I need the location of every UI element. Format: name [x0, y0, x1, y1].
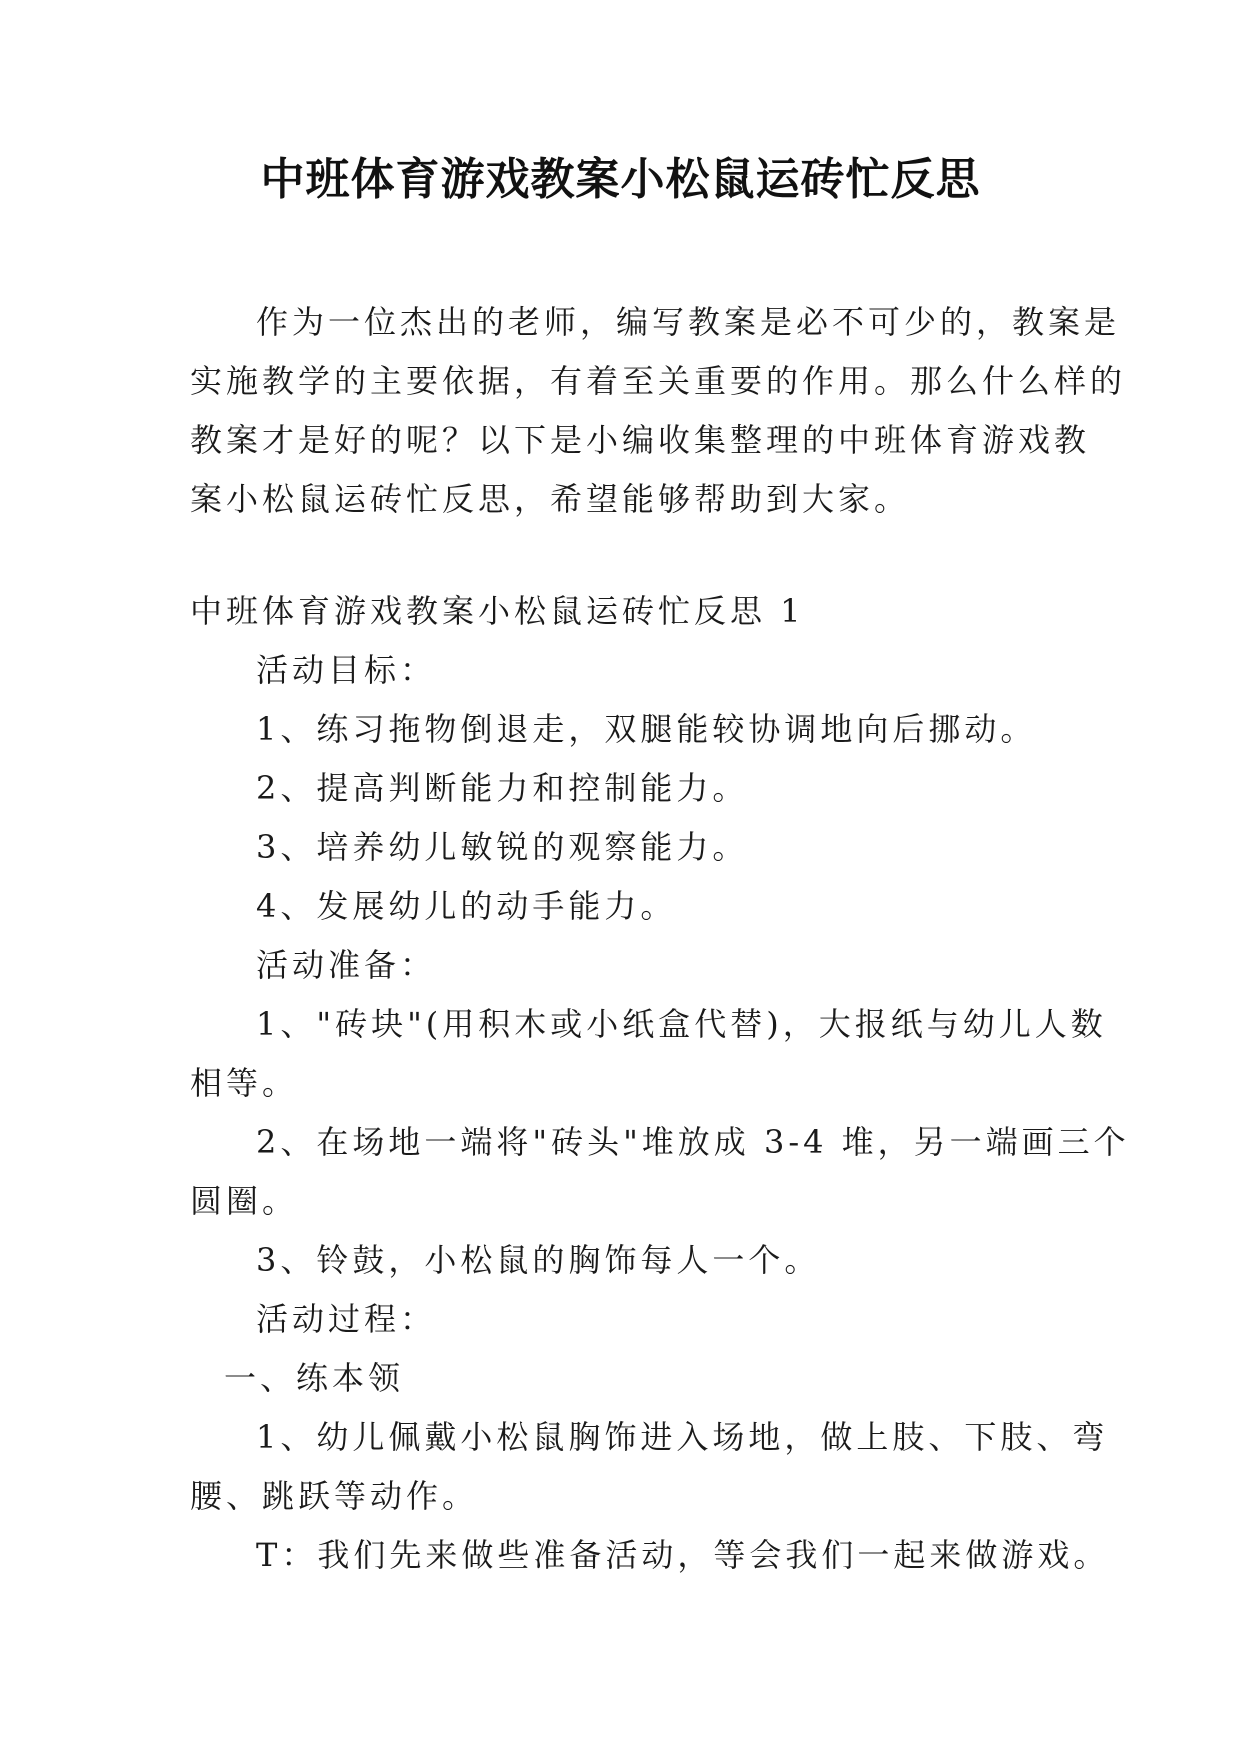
section-heading: 中班体育游戏教案小松鼠运砖忙反思 1 [190, 592, 805, 630]
subheading: 活动过程： [256, 1300, 437, 1338]
list-item: 4、发展幼儿的动手能力。 [256, 887, 677, 925]
paragraph-line: 实施教学的主要依据，有着至关重要的作用。那么什么样的 [190, 362, 1127, 400]
list-item: 2、提高判断能力和控制能力。 [256, 769, 749, 807]
subheading: 活动目标： [256, 651, 437, 689]
list-item: 1、幼儿佩戴小松鼠胸饰进入场地，做上肢、下肢、弯 [256, 1418, 1109, 1456]
subheading: 一、练本领 [224, 1359, 405, 1397]
list-item: 3、培养幼儿敏锐的观察能力。 [256, 828, 749, 866]
list-item: 2、在场地一端将"砖头"堆放成 3-4 堆，另一端画三个 [256, 1123, 1130, 1161]
document-title: 中班体育游戏教案小松鼠运砖忙反思 [260, 154, 981, 205]
list-item-continuation: 圆圈。 [190, 1182, 299, 1220]
list-item-continuation: 腰、跳跃等动作。 [190, 1477, 479, 1515]
list-item: 1、"砖块"(用积木或小纸盒代替)，大报纸与幼儿人数 [256, 1005, 1107, 1043]
paragraph-line: 作为一位杰出的老师，编写教案是必不可少的，教案是 [256, 303, 1121, 341]
subheading: 活动准备： [256, 946, 437, 984]
list-item: 1、练习拖物倒退走，双腿能较协调地向后挪动。 [256, 710, 1037, 748]
paragraph-line: T：我们先来做些准备活动，等会我们一起来做游戏。 [256, 1536, 1110, 1574]
list-item: 3、铃鼓，小松鼠的胸饰每人一个。 [256, 1241, 821, 1279]
paragraph-line: 案小松鼠运砖忙反思，希望能够帮助到大家。 [190, 480, 911, 518]
paragraph-line: 教案才是好的呢？以下是小编收集整理的中班体育游戏教 [190, 421, 1091, 459]
list-item-continuation: 相等。 [190, 1064, 299, 1102]
